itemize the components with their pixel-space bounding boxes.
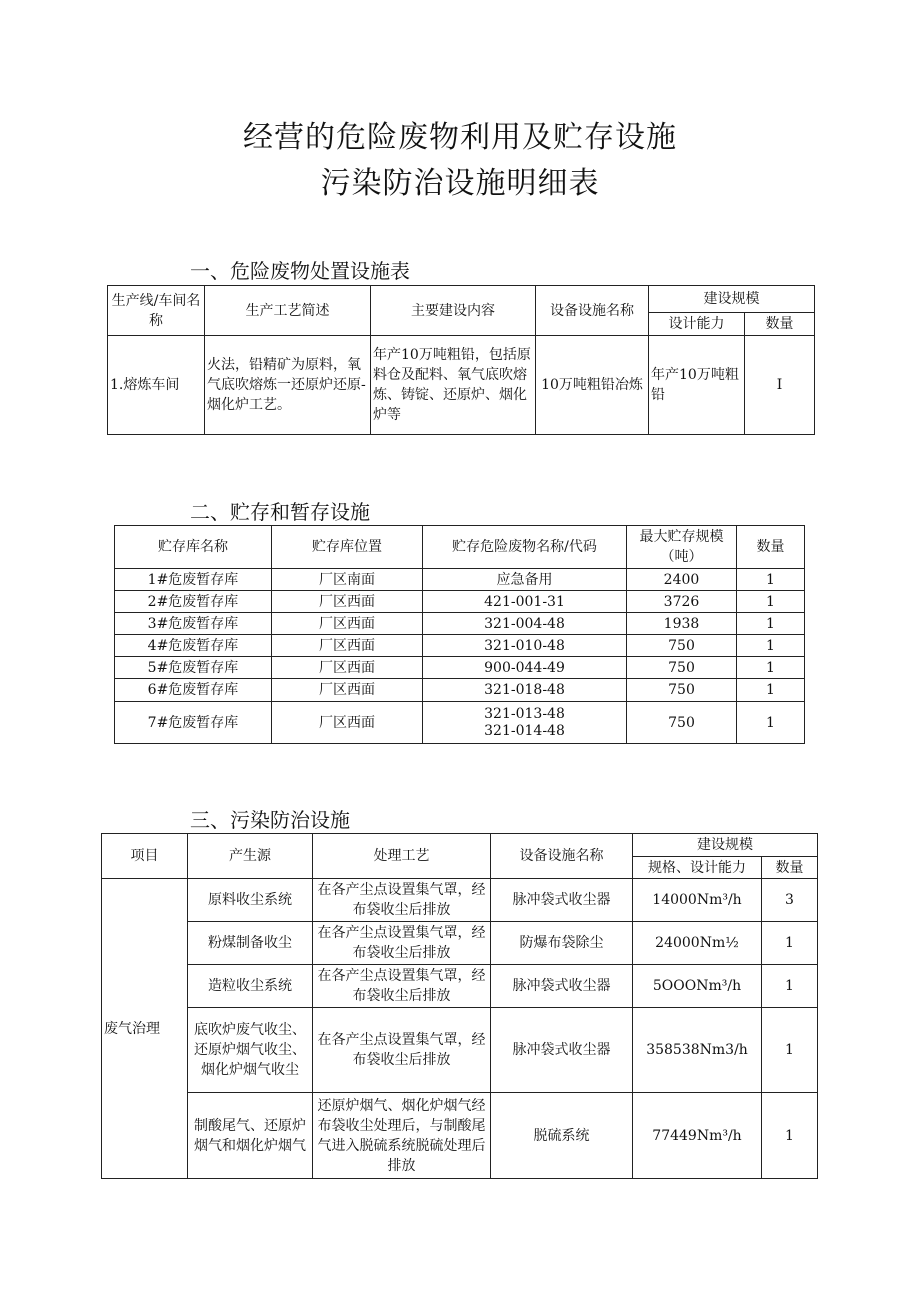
cell-max: 750 <box>627 702 737 744</box>
header-waste: 贮存危险废物名称/代码 <box>423 526 627 569</box>
header-source: 产生源 <box>188 834 313 879</box>
cell-capacity: 77449Nm³/h <box>633 1093 762 1179</box>
header-quantity: 数量 <box>762 857 818 879</box>
section1-heading: 一、危险废物处置设施表 <box>190 259 410 283</box>
header-capacity: 设计能力 <box>649 313 745 336</box>
cell-waste: 321-018-48 <box>423 679 627 702</box>
cell-max: 3726 <box>627 591 737 613</box>
cell-equipment: 脉冲袋式收尘器 <box>491 965 633 1008</box>
cell-equipment: 脱硫系统 <box>491 1093 633 1179</box>
cell-location: 厂区西面 <box>272 591 423 613</box>
table-row <box>102 922 818 965</box>
table-row <box>108 336 815 435</box>
cell-equipment: 脉冲袋式收尘器 <box>491 1008 633 1093</box>
document-title-line1: 经营的危险废物利用及贮存设施 <box>243 120 677 155</box>
cell-quantity: 1 <box>762 1093 818 1179</box>
disposal-facilities-table <box>107 285 815 435</box>
cell-max: 1938 <box>627 613 737 635</box>
cell-location: 厂区西面 <box>272 635 423 657</box>
cell-quantity: 1 <box>762 1008 818 1093</box>
cell-max: 750 <box>627 679 737 702</box>
cell-equipment: 脉冲袋式收尘器 <box>491 879 633 922</box>
cell-name: 3#危废暂存库 <box>115 613 272 635</box>
storage-facilities-table <box>114 525 805 744</box>
cell-line: 1.熔炼车间 <box>108 336 205 435</box>
header-capacity: 规格、设计能力 <box>633 857 762 879</box>
cell-max: 2400 <box>627 569 737 591</box>
cell-process: 火法，铅精矿为原料，氧气底吹熔炼一还原炉还原-烟化炉工艺。 <box>205 336 371 435</box>
cell-location: 厂区西面 <box>272 613 423 635</box>
table-row <box>102 1093 818 1179</box>
cell-quantity: 1 <box>737 657 805 679</box>
cell-process: 在各产尘点设置集气罩，经布袋收尘后排放 <box>313 1008 491 1093</box>
cell-source: 底吹炉废气收尘、还原炉烟气收尘、烟化炉烟气收尘 <box>188 1008 313 1093</box>
table-row <box>115 569 805 591</box>
header-location: 贮存库位置 <box>272 526 423 569</box>
header-quantity: 数量 <box>737 526 805 569</box>
cell-waste: 321-010-48 <box>423 635 627 657</box>
cell-location: 厂区西面 <box>272 679 423 702</box>
table-row <box>115 613 805 635</box>
section2-heading: 二、贮存和暂存设施 <box>190 500 370 524</box>
cell-quantity: 1 <box>737 569 805 591</box>
cell-name: 7#危废暂存库 <box>115 702 272 744</box>
cell-process: 在各产尘点设置集气罩，经布袋收尘后排放 <box>313 922 491 965</box>
cell-source: 制酸尾气、还原炉烟气和烟化炉烟气 <box>188 1093 313 1179</box>
header-content: 主要建设内容 <box>371 286 536 336</box>
table-row <box>102 1008 818 1093</box>
section3-heading: 三、污染防治设施 <box>190 808 350 832</box>
cell-capacity: 24000Nm½ <box>633 922 762 965</box>
header-equipment: 设备设施名称 <box>491 834 633 879</box>
document-title-line2: 污染防治设施明细表 <box>320 166 600 201</box>
cell-capacity: 14000Nm³/h <box>633 879 762 922</box>
cell-quantity: I <box>745 336 815 435</box>
cell-waste-code-2: 321-014-48 <box>484 722 565 739</box>
cell-capacity: 5OOONm³/h <box>633 965 762 1008</box>
header-name: 贮存库名称 <box>115 526 272 569</box>
cell-quantity: 1 <box>737 635 805 657</box>
cell-quantity: 1 <box>737 679 805 702</box>
header-max: 最大贮存规模（吨） <box>627 526 737 569</box>
header-line: 生产线/车间名称 <box>108 286 205 336</box>
cell-max: 750 <box>627 635 737 657</box>
cell-content: 年产10万吨粗铅，包括原料仓及配料、氧气底吹熔炼、铸锭、还原炉、烟化炉等 <box>371 336 536 435</box>
cell-max: 750 <box>627 657 737 679</box>
cell-capacity: 358538Nm3/h <box>633 1008 762 1093</box>
cell-waste: 900-044-49 <box>423 657 627 679</box>
cell-name: 4#危废暂存库 <box>115 635 272 657</box>
cell-capacity: 年产10万吨粗铅 <box>649 336 745 435</box>
cell-quantity: 1 <box>737 702 805 744</box>
cell-process: 在各产尘点设置集气罩，经布袋收尘后排放 <box>313 965 491 1008</box>
header-process: 处理工艺 <box>313 834 491 879</box>
cell-equipment: 10万吨粗铅冶炼 <box>536 336 649 435</box>
cell-name: 1#危废暂存库 <box>115 569 272 591</box>
cell-quantity: 1 <box>737 613 805 635</box>
header-quantity: 数量 <box>745 313 815 336</box>
cell-waste: 421-001-31 <box>423 591 627 613</box>
cell-name: 6#危废暂存库 <box>115 679 272 702</box>
cell-waste: 应急备用 <box>423 569 627 591</box>
cell-quantity: 1 <box>762 922 818 965</box>
pollution-control-table <box>101 833 818 1179</box>
table-row <box>115 635 805 657</box>
cell-quantity: 1 <box>762 965 818 1008</box>
header-scale: 建设规模 <box>649 286 815 313</box>
cell-process: 还原炉烟气、烟化炉烟气经布袋收尘处理后，与制酸尾气进入脱硫系统脱硫处理后排放 <box>313 1093 491 1179</box>
cell-quantity: 3 <box>762 879 818 922</box>
header-item: 项目 <box>102 834 188 879</box>
cell-category: 废气治理 <box>102 879 188 1179</box>
table-row <box>115 679 805 702</box>
cell-source: 原料收尘系统 <box>188 879 313 922</box>
cell-waste-code-1: 321-013-48 <box>484 705 565 722</box>
table-row <box>115 657 805 679</box>
header-process: 生产工艺简述 <box>205 286 371 336</box>
cell-equipment: 防爆布袋除尘 <box>491 922 633 965</box>
cell-location: 厂区南面 <box>272 569 423 591</box>
cell-waste: 321-004-48 <box>423 613 627 635</box>
table-row <box>102 965 818 1008</box>
table-row <box>115 591 805 613</box>
cell-name: 5#危废暂存库 <box>115 657 272 679</box>
cell-process: 在各产尘点设置集气罩，经布袋收尘后排放 <box>313 879 491 922</box>
header-scale: 建设规模 <box>633 834 818 857</box>
cell-source: 粉煤制备收尘 <box>188 922 313 965</box>
table-row <box>102 879 818 922</box>
table-row <box>115 702 805 744</box>
cell-waste <box>423 702 627 744</box>
header-equipment: 设备设施名称 <box>536 286 649 336</box>
cell-location: 厂区西面 <box>272 702 423 744</box>
cell-source: 造粒收尘系统 <box>188 965 313 1008</box>
cell-name: 2#危废暂存库 <box>115 591 272 613</box>
cell-quantity: 1 <box>737 591 805 613</box>
cell-location: 厂区西面 <box>272 657 423 679</box>
